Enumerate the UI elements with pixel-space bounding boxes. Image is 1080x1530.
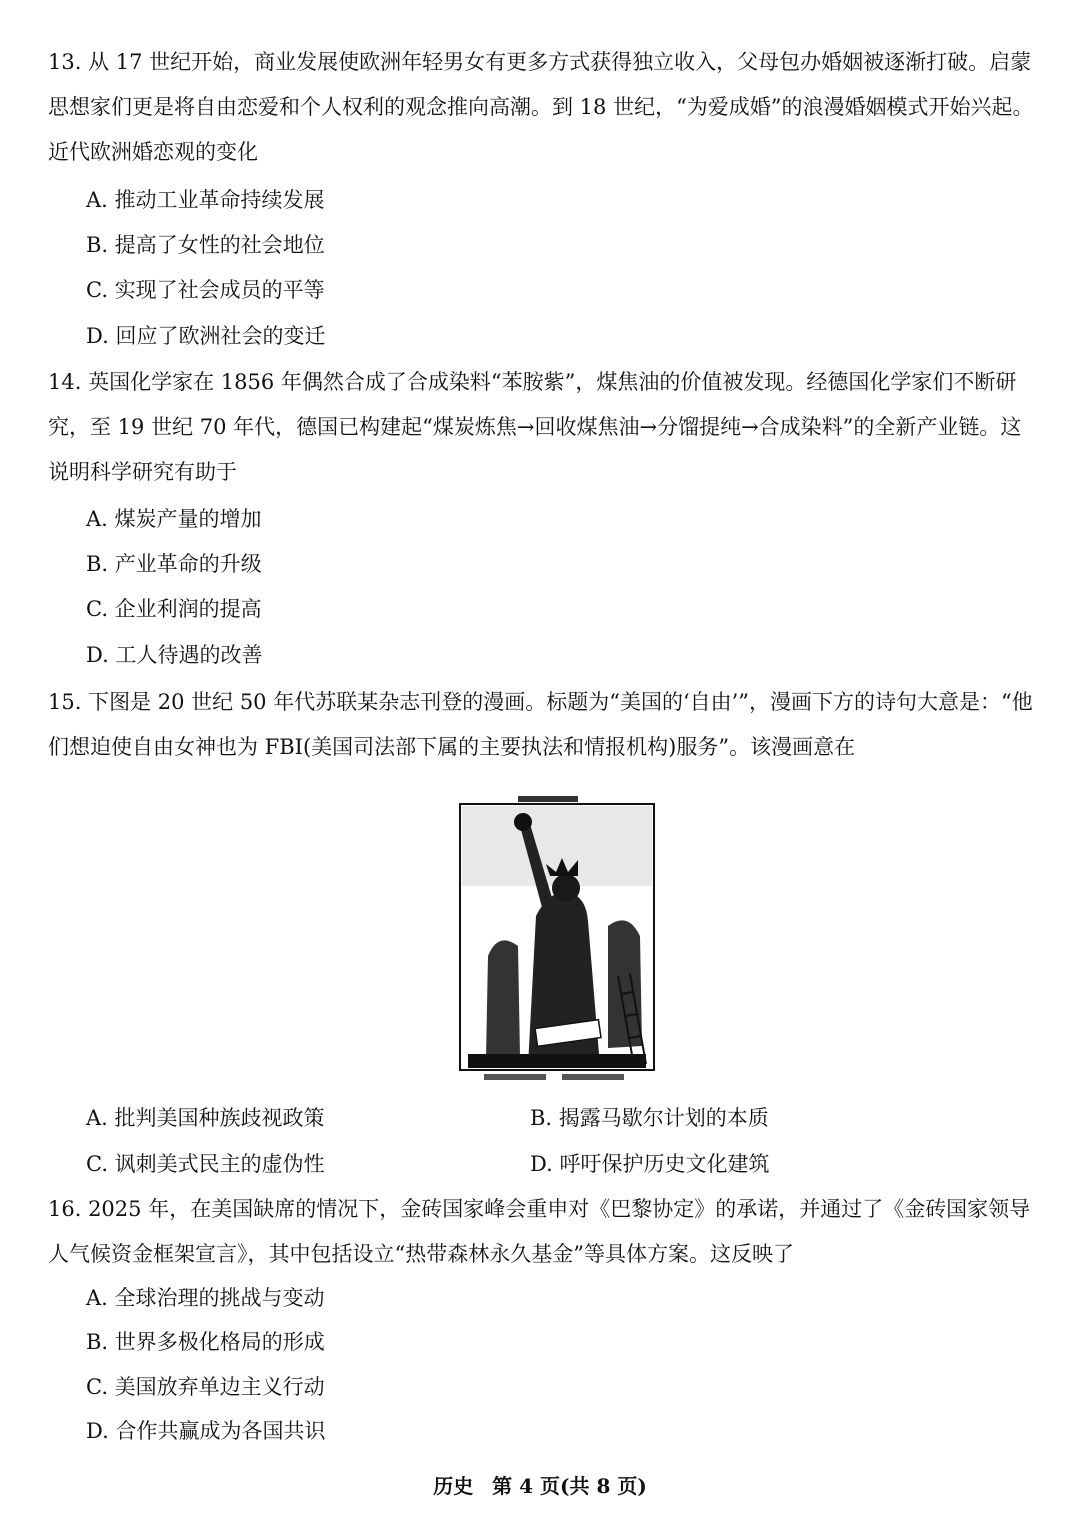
cartoon-image — [458, 796, 656, 1086]
q15-option-c: C. 讽刺美式民主的虚伪性 — [86, 1152, 325, 1176]
question-15-text: 15. 下图是 20 世纪 50 年代苏联某杂志刊登的漫画。标题为“美国的‘自由’”，漫画下方的诗句大意是：“他们想迫使自由女神也为 FBI(美国司法部下属的主要执法和情报机构)服务”。该漫画意在 — [48, 690, 1033, 759]
q14-option-a: A. 煤炭产量的增加 — [86, 507, 262, 531]
footer-page-number: 第 4 页(共 8 页) — [492, 1474, 647, 1498]
q14-option-b: B. 产业革命的升级 — [86, 552, 262, 576]
q16-option-d: D. 合作共赢成为各国共识 — [86, 1419, 326, 1443]
question-15 — [48, 680, 1038, 770]
q13-option-a: A. 推动工业革命持续发展 — [86, 188, 325, 212]
page-footer — [0, 1470, 1080, 1499]
q16-option-c: C. 美国放弃单边主义行动 — [86, 1375, 325, 1399]
question-13 — [48, 40, 1038, 175]
q13-option-d: D. 回应了欧洲社会的变迁 — [86, 324, 326, 348]
q15-option-a: A. 批判美国种族歧视政策 — [86, 1106, 325, 1130]
q13-option-b: B. 提高了女性的社会地位 — [86, 233, 325, 257]
q16-option-b: B. 世界多极化格局的形成 — [86, 1330, 325, 1354]
q14-option-c: C. 企业利润的提高 — [86, 597, 262, 621]
q16-option-a: A. 全球治理的挑战与变动 — [86, 1286, 325, 1310]
question-16 — [48, 1187, 1038, 1277]
question-16-text: 16. 2025 年，在美国缺席的情况下，金砖国家峰会重申对《巴黎协定》的承诺，并通过了《金砖国家领导人气候资金框架宣言》，其中包括设立“热带森林永久基金”等具体方案。这反映了 — [48, 1197, 1031, 1266]
q15-option-d: D. 呼吁保护历史文化建筑 — [530, 1152, 770, 1176]
question-14-text: 14. 英国化学家在 1856 年偶然合成了合成染料“苯胺紫”，煤焦油的价值被发现。经德国化学家们不断研究，至 19 世纪 70 年代，德国已构建起“煤炭炼焦→回收煤焦油→分馏提纯→合成染料”的全新产业链。这说明科学研究有助于 — [48, 370, 1022, 484]
q14-option-d: D. 工人待遇的改善 — [86, 643, 263, 667]
footer-subject: 历史 — [433, 1474, 474, 1498]
q13-option-c: C. 实现了社会成员的平等 — [86, 278, 325, 302]
q15-option-b: B. 揭露马歇尔计划的本质 — [530, 1106, 769, 1130]
question-13-text: 13. 从 17 世纪开始，商业发展使欧洲年轻男女有更多方式获得独立收入，父母包办婚姻被逐渐打破。启蒙思想家们更是将自由恋爱和个人权利的观念推向高潮。到 18 世纪，“为爱成婚”的浪漫婚姻模式开始兴起。近代欧洲婚恋观的变化 — [48, 50, 1034, 164]
question-14 — [48, 360, 1038, 495]
